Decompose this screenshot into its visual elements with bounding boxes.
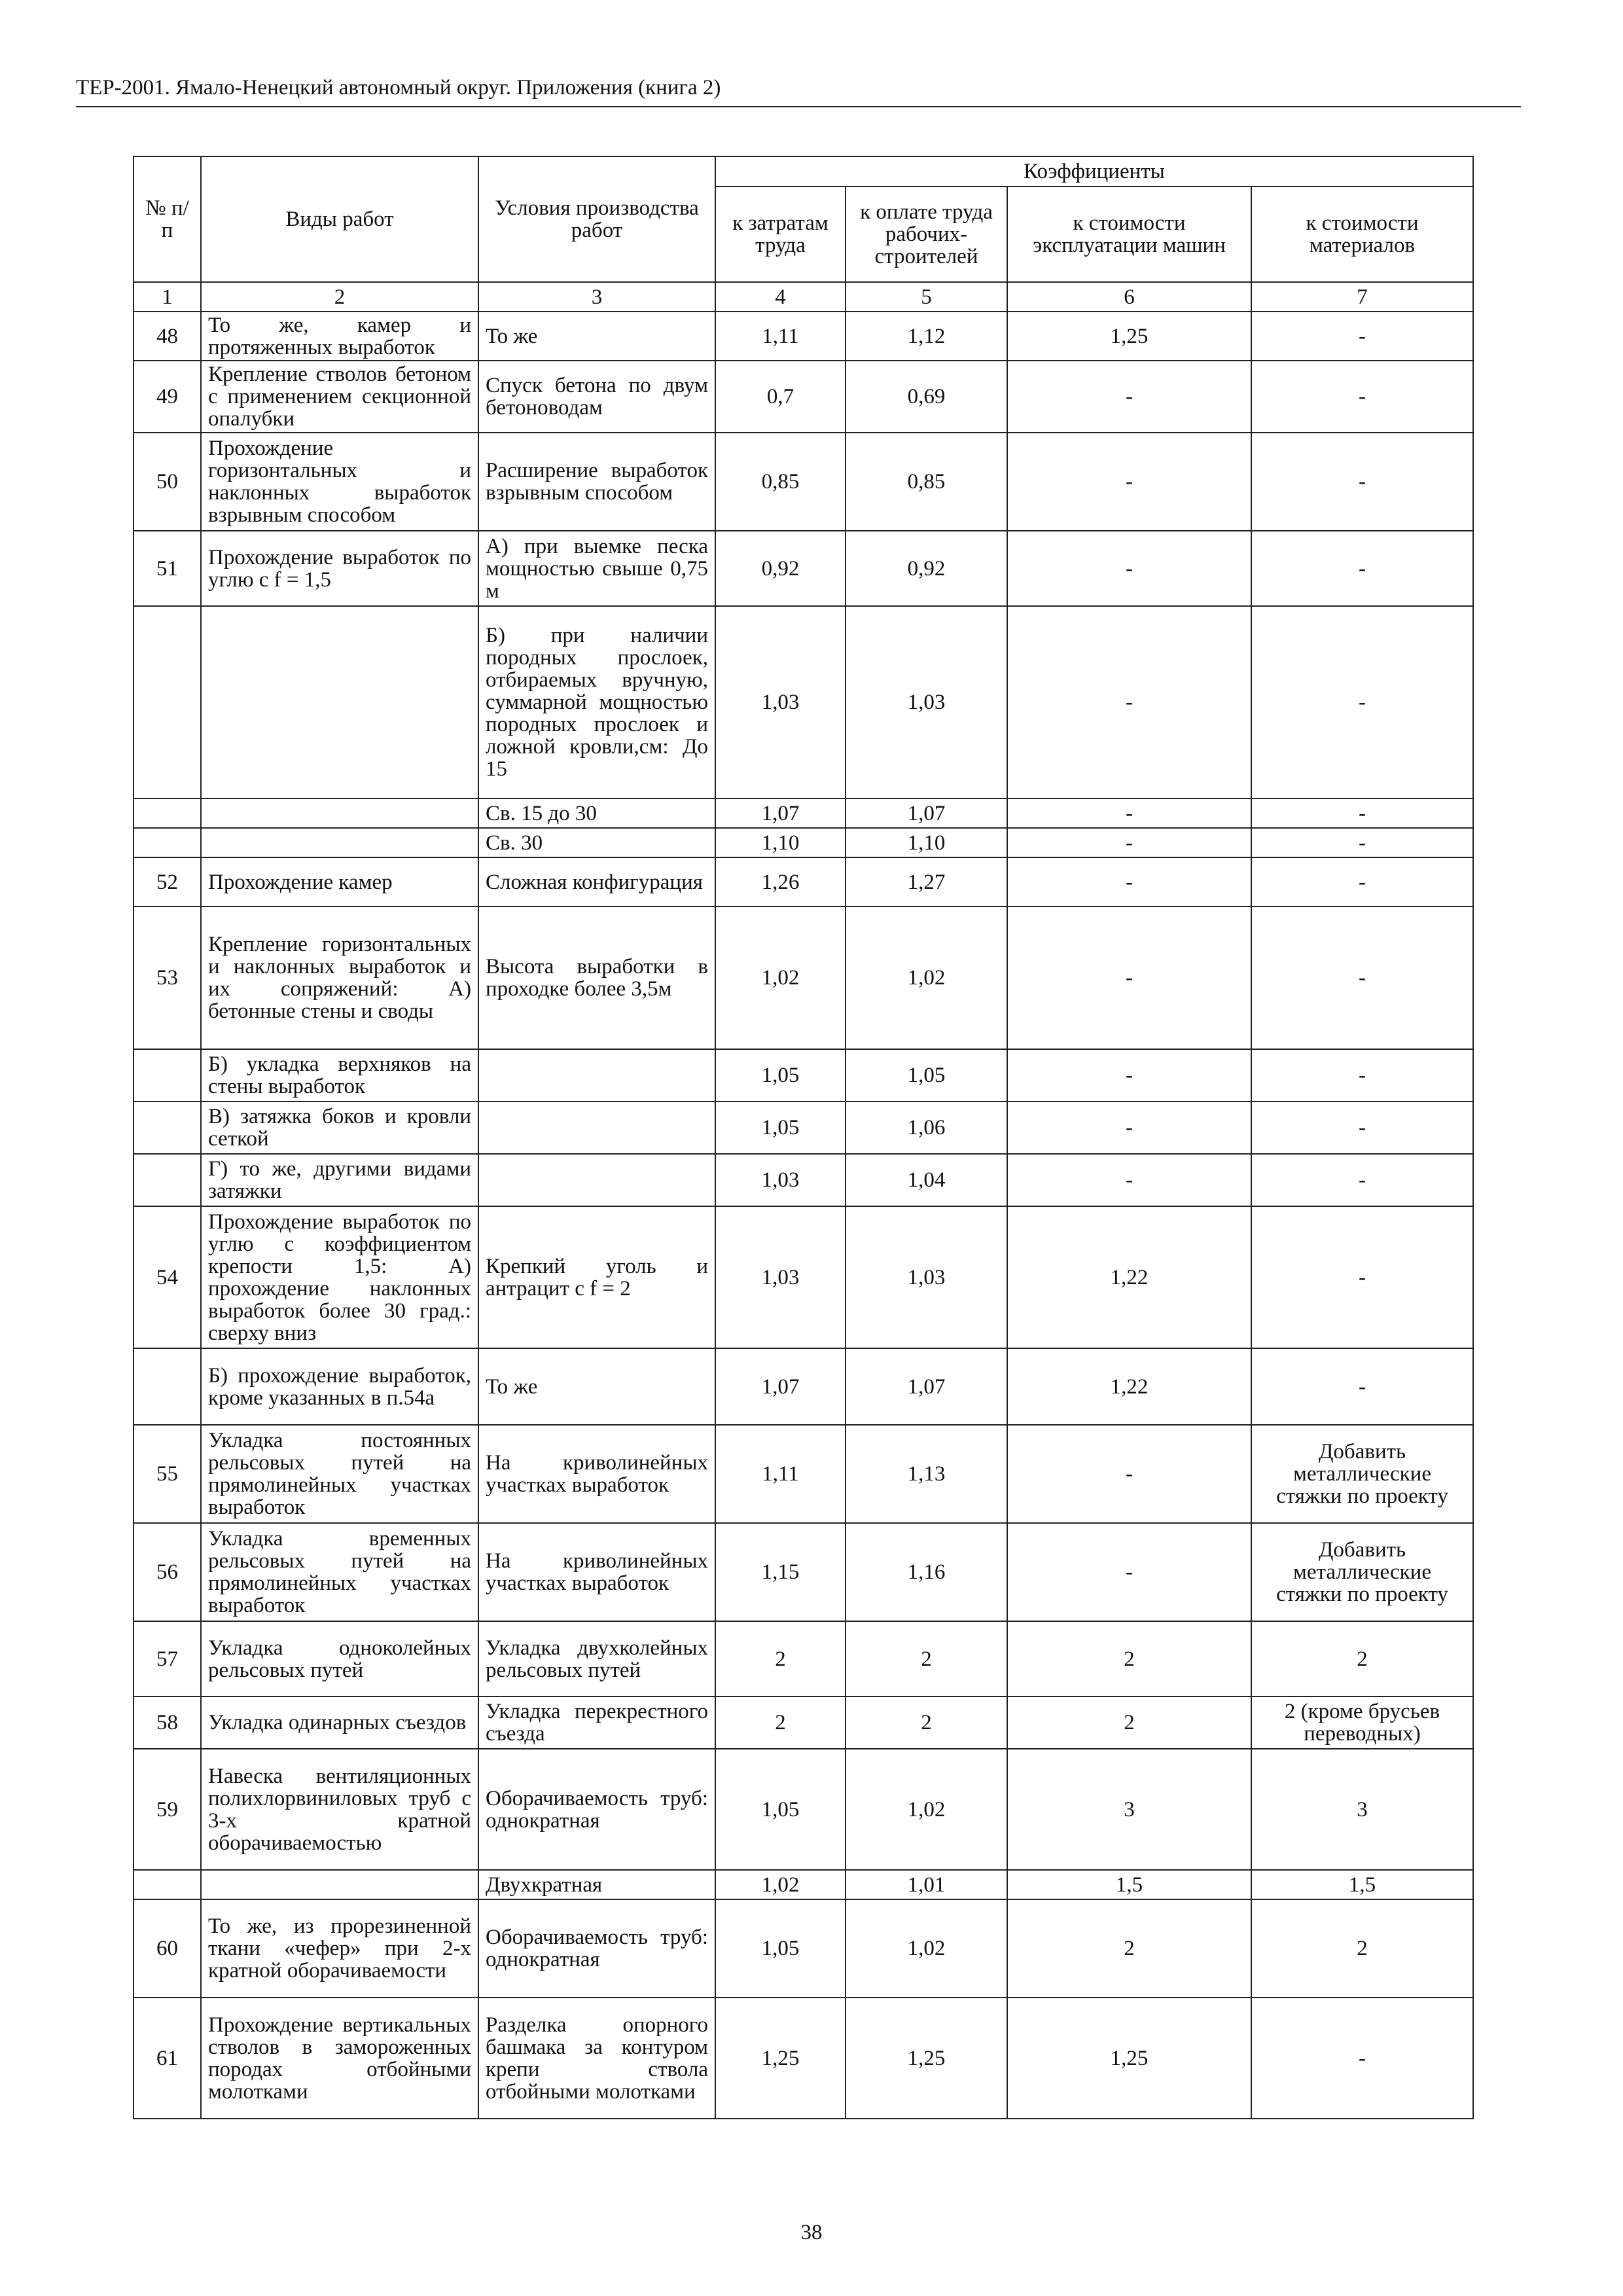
work-type-cell: Навеска вентиляционных полихлорвиниловых труб с 3-х кратной оборачиваемостью — [201, 1749, 478, 1870]
materials-coef-cell: 2 (кроме брусьев переводных) — [1251, 1696, 1473, 1749]
conditions-cell — [478, 1049, 715, 1102]
row-number-cell: 53 — [134, 906, 201, 1049]
table-row — [134, 1206, 1473, 1348]
labor-coef-cell: 1,26 — [715, 857, 846, 906]
work-type-cell: Укладка одноколейных рельсовых путей — [201, 1621, 478, 1696]
materials-coef-cell: - — [1251, 906, 1473, 1049]
materials-coef-cell: - — [1251, 798, 1473, 828]
table-row — [134, 361, 1473, 433]
work-type-cell: В) затяжка боков и кровли сеткой — [201, 1102, 478, 1154]
work-type-cell: Прохождение выработок по углю с f = 1,5 — [201, 531, 478, 606]
machines-coef-cell: - — [1007, 1154, 1251, 1206]
machines-coef-cell: 1,25 — [1007, 1998, 1251, 2119]
row-number-cell: 50 — [134, 433, 201, 531]
row-number-cell: 52 — [134, 857, 201, 906]
conditions-cell: На криволинейных участках выработок — [478, 1425, 715, 1523]
conditions-cell: Высота выработки в проходке более 3,5м — [478, 906, 715, 1049]
col-header-conditions: Условия производства работ — [478, 156, 715, 282]
materials-coef-cell: - — [1251, 1998, 1473, 2119]
labor-coef-cell: 1,11 — [715, 312, 846, 361]
labor-coef-cell: 1,05 — [715, 1049, 846, 1102]
col-number: 7 — [1251, 282, 1473, 312]
machines-coef-cell: - — [1007, 1425, 1251, 1523]
table-row — [134, 1621, 1473, 1696]
row-number-cell — [134, 1870, 201, 1899]
row-number-cell — [134, 606, 201, 798]
conditions-cell: Св. 15 до 30 — [478, 798, 715, 828]
machines-coef-cell: - — [1007, 1523, 1251, 1621]
table-row — [134, 433, 1473, 531]
column-numbers-row — [134, 282, 1473, 312]
row-number-cell — [134, 1102, 201, 1154]
row-number-cell: 58 — [134, 1696, 201, 1749]
machines-coef-cell: - — [1007, 1049, 1251, 1102]
work-type-cell: Крепление горизонтальных и наклонных выработок и их сопряжений: А) бетонные стены и своды — [201, 906, 478, 1049]
labor-coef-cell: 1,05 — [715, 1899, 846, 1998]
labor-coef-cell: 2 — [715, 1621, 846, 1696]
pay-coef-cell: 1,16 — [846, 1523, 1007, 1621]
row-number-cell: 55 — [134, 1425, 201, 1523]
table-row — [134, 606, 1473, 798]
col-header-coefficients: Коэффициенты — [715, 156, 1473, 187]
labor-coef-cell: 1,11 — [715, 1425, 846, 1523]
conditions-cell: Оборачиваемость труб: однократная — [478, 1749, 715, 1870]
machines-coef-cell: 1,22 — [1007, 1348, 1251, 1425]
labor-coef-cell: 0,92 — [715, 531, 846, 606]
col-number: 2 — [201, 282, 478, 312]
machines-coef-cell: - — [1007, 798, 1251, 828]
running-header: ТЕР-2001. Ямало-Ненецкий автономный округ. Приложения (книга 2) — [76, 76, 721, 99]
machines-coef-cell: - — [1007, 906, 1251, 1049]
machines-coef-cell: 3 — [1007, 1749, 1251, 1870]
pay-coef-cell: 1,06 — [846, 1102, 1007, 1154]
col-header-machines: к стоимости эксплуатации машин — [1007, 187, 1251, 282]
work-type-cell: Прохождение выработок по углю с коэффициентом крепости 1,5: А) прохождение наклонных выработок более 30 град.: сверху вниз — [201, 1206, 478, 1348]
materials-coef-cell: - — [1251, 857, 1473, 906]
work-type-cell: Крепление стволов бетоном с применением секционной опалубки — [201, 361, 478, 433]
row-number-cell: 49 — [134, 361, 201, 433]
materials-coef-cell: - — [1251, 361, 1473, 433]
labor-coef-cell: 1,02 — [715, 1870, 846, 1899]
row-number-cell: 54 — [134, 1206, 201, 1348]
machines-coef-cell: 2 — [1007, 1621, 1251, 1696]
table-row — [134, 1870, 1473, 1899]
table-row — [134, 828, 1473, 857]
labor-coef-cell: 1,05 — [715, 1749, 846, 1870]
materials-coef-cell: - — [1251, 433, 1473, 531]
conditions-cell: То же — [478, 312, 715, 361]
labor-coef-cell: 1,02 — [715, 906, 846, 1049]
pay-coef-cell: 0,69 — [846, 361, 1007, 433]
col-number: 5 — [846, 282, 1007, 312]
pay-coef-cell: 1,03 — [846, 606, 1007, 798]
work-type-cell: Прохождение горизонтальных и наклонных выработок взрывным способом — [201, 433, 478, 531]
materials-coef-cell: - — [1251, 606, 1473, 798]
pay-coef-cell: 1,27 — [846, 857, 1007, 906]
labor-coef-cell: 1,10 — [715, 828, 846, 857]
conditions-cell — [478, 1154, 715, 1206]
row-number-cell — [134, 1348, 201, 1425]
col-header-materials: к стоимости материалов — [1251, 187, 1473, 282]
conditions-cell: Двухкратная — [478, 1870, 715, 1899]
materials-coef-cell: - — [1251, 1348, 1473, 1425]
labor-coef-cell: 1,03 — [715, 606, 846, 798]
row-number-cell — [134, 1049, 201, 1102]
row-number-cell — [134, 1154, 201, 1206]
machines-coef-cell: - — [1007, 828, 1251, 857]
row-number-cell: 56 — [134, 1523, 201, 1621]
machines-coef-cell: 2 — [1007, 1899, 1251, 1998]
pay-coef-cell: 1,01 — [846, 1870, 1007, 1899]
page-number: 38 — [800, 2221, 823, 2244]
machines-coef-cell: 1,25 — [1007, 312, 1251, 361]
materials-coef-cell: Добавить металлические стяжки по проекту — [1251, 1523, 1473, 1621]
materials-coef-cell: 2 — [1251, 1899, 1473, 1998]
labor-coef-cell: 1,25 — [715, 1998, 846, 2119]
labor-coef-cell: 1,03 — [715, 1154, 846, 1206]
col-header-labor: к затратам труда — [715, 187, 846, 282]
labor-coef-cell: 2 — [715, 1696, 846, 1749]
machines-coef-cell: - — [1007, 361, 1251, 433]
row-number-cell — [134, 798, 201, 828]
pay-coef-cell: 1,05 — [846, 1049, 1007, 1102]
pay-coef-cell: 1,02 — [846, 906, 1007, 1049]
conditions-cell: Оборачиваемость труб: однократная — [478, 1899, 715, 1998]
table-row — [134, 1049, 1473, 1102]
work-type-cell: Прохождение камер — [201, 857, 478, 906]
pay-coef-cell: 1,04 — [846, 1154, 1007, 1206]
table-row — [134, 1102, 1473, 1154]
conditions-cell: На криволинейных участках выработок — [478, 1523, 715, 1621]
table-row — [134, 1523, 1473, 1621]
table-row — [134, 531, 1473, 606]
pay-coef-cell: 1,13 — [846, 1425, 1007, 1523]
labor-coef-cell: 0,7 — [715, 361, 846, 433]
col-number: 6 — [1007, 282, 1251, 312]
work-type-cell — [201, 798, 478, 828]
labor-coef-cell: 1,07 — [715, 798, 846, 828]
coefficients-table — [133, 156, 1474, 2119]
machines-coef-cell: 1,5 — [1007, 1870, 1251, 1899]
pay-coef-cell: 1,10 — [846, 828, 1007, 857]
table-row — [134, 1899, 1473, 1998]
work-type-cell: Б) укладка верхняков на стены выработок — [201, 1049, 478, 1102]
labor-coef-cell: 1,03 — [715, 1206, 846, 1348]
header-rule — [76, 106, 1521, 107]
machines-coef-cell: 1,22 — [1007, 1206, 1251, 1348]
conditions-cell — [478, 1102, 715, 1154]
labor-coef-cell: 1,07 — [715, 1348, 846, 1425]
work-type-cell: Прохождение вертикальных стволов в замороженных породах отбойными молотками — [201, 1998, 478, 2119]
materials-coef-cell: Добавить металлические стяжки по проекту — [1251, 1425, 1473, 1523]
materials-coef-cell: 2 — [1251, 1621, 1473, 1696]
work-type-cell: Укладка постоянных рельсовых путей на прямолинейных участках выработок — [201, 1425, 478, 1523]
table-row — [134, 857, 1473, 906]
machines-coef-cell: - — [1007, 857, 1251, 906]
table-row — [134, 1998, 1473, 2119]
work-type-cell — [201, 606, 478, 798]
row-number-cell: 51 — [134, 531, 201, 606]
work-type-cell: Укладка временных рельсовых путей на прямолинейных участках выработок — [201, 1523, 478, 1621]
work-type-cell — [201, 1870, 478, 1899]
materials-coef-cell: 1,5 — [1251, 1870, 1473, 1899]
materials-coef-cell: - — [1251, 312, 1473, 361]
labor-coef-cell: 0,85 — [715, 433, 846, 531]
conditions-cell: Укладка двухколейных рельсовых путей — [478, 1621, 715, 1696]
pay-coef-cell: 1,12 — [846, 312, 1007, 361]
table-row — [134, 1696, 1473, 1749]
row-number-cell: 60 — [134, 1899, 201, 1998]
table-row — [134, 1425, 1473, 1523]
materials-coef-cell: - — [1251, 1102, 1473, 1154]
machines-coef-cell: 2 — [1007, 1696, 1251, 1749]
conditions-cell: Спуск бетона по двум бетоноводам — [478, 361, 715, 433]
conditions-cell: Сложная конфигурация — [478, 857, 715, 906]
work-type-cell — [201, 828, 478, 857]
conditions-cell: То же — [478, 1348, 715, 1425]
labor-coef-cell: 1,15 — [715, 1523, 846, 1621]
conditions-cell: Разделка опорного башмака за контуром крепи ствола отбойными молотками — [478, 1998, 715, 2119]
pay-coef-cell: 1,07 — [846, 1348, 1007, 1425]
pay-coef-cell: 0,92 — [846, 531, 1007, 606]
pay-coef-cell: 0,85 — [846, 433, 1007, 531]
row-number-cell — [134, 828, 201, 857]
pay-coef-cell: 2 — [846, 1621, 1007, 1696]
pay-coef-cell: 1,25 — [846, 1998, 1007, 2119]
pay-coef-cell: 1,03 — [846, 1206, 1007, 1348]
table-row — [134, 1154, 1473, 1206]
pay-coef-cell: 2 — [846, 1696, 1007, 1749]
col-number: 1 — [134, 282, 201, 312]
conditions-cell: Св. 30 — [478, 828, 715, 857]
labor-coef-cell: 1,05 — [715, 1102, 846, 1154]
col-header-pay: к оплате труда рабочих-строителей — [846, 187, 1007, 282]
conditions-cell: Б) при наличии породных прослоек, отбираемых вручную, суммарной мощностью породных прослоек и ложной кровли,см: До 15 — [478, 606, 715, 798]
conditions-cell: Укладка перекрестного съезда — [478, 1696, 715, 1749]
work-type-cell: То же, камер и протяженных выработок — [201, 312, 478, 361]
work-type-cell: То же, из прорезиненной ткани «чефер» при 2-х кратной оборачиваемости — [201, 1899, 478, 1998]
materials-coef-cell: - — [1251, 1154, 1473, 1206]
table-row — [134, 906, 1473, 1049]
machines-coef-cell: - — [1007, 531, 1251, 606]
col-number: 4 — [715, 282, 846, 312]
pay-coef-cell: 1,07 — [846, 798, 1007, 828]
conditions-cell: А) при выемке песка мощностью свыше 0,75 м — [478, 531, 715, 606]
machines-coef-cell: - — [1007, 606, 1251, 798]
materials-coef-cell: - — [1251, 1206, 1473, 1348]
materials-coef-cell: - — [1251, 1049, 1473, 1102]
col-number: 3 — [478, 282, 715, 312]
row-number-cell: 59 — [134, 1749, 201, 1870]
machines-coef-cell: - — [1007, 433, 1251, 531]
table-row — [134, 1348, 1473, 1425]
materials-coef-cell: - — [1251, 828, 1473, 857]
materials-coef-cell: 3 — [1251, 1749, 1473, 1870]
table-row — [134, 1749, 1473, 1870]
machines-coef-cell: - — [1007, 1102, 1251, 1154]
materials-coef-cell: - — [1251, 531, 1473, 606]
row-number-cell: 61 — [134, 1998, 201, 2119]
work-type-cell: Г) то же, другими видами затяжки — [201, 1154, 478, 1206]
row-number-cell: 48 — [134, 312, 201, 361]
table-row — [134, 798, 1473, 828]
col-header-no: № п/п — [134, 156, 201, 282]
work-type-cell: Б) прохождение выработок, кроме указанных в п.54а — [201, 1348, 478, 1425]
work-type-cell: Укладка одинарных съездов — [201, 1696, 478, 1749]
pay-coef-cell: 1,02 — [846, 1899, 1007, 1998]
table-row — [134, 312, 1473, 361]
col-header-work: Виды работ — [201, 156, 478, 282]
pay-coef-cell: 1,02 — [846, 1749, 1007, 1870]
row-number-cell: 57 — [134, 1621, 201, 1696]
conditions-cell: Расширение выработок взрывным способом — [478, 433, 715, 531]
conditions-cell: Крепкий уголь и антрацит с f = 2 — [478, 1206, 715, 1348]
